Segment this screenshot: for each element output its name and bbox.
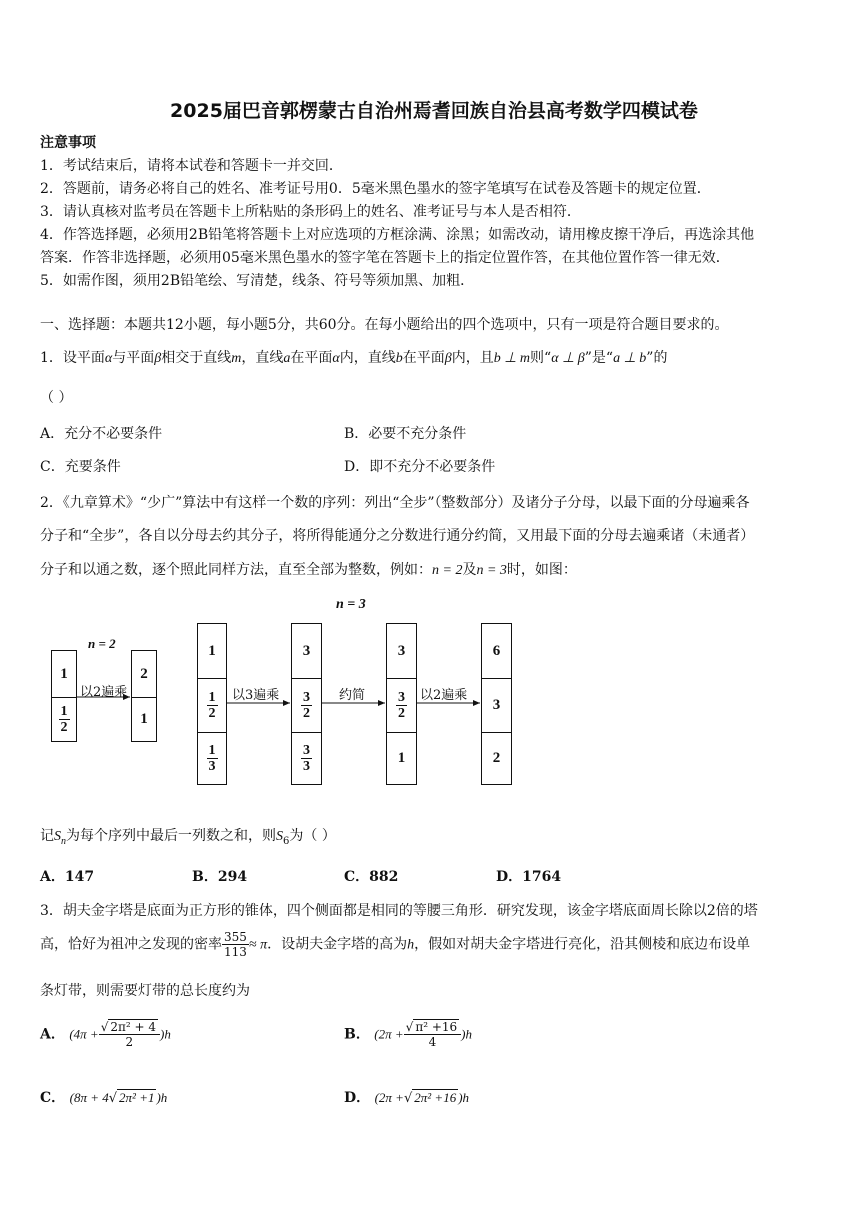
option-a[interactable]: A．147: [40, 869, 95, 885]
question-3-line: 3．胡夫金字塔是底面为正方形的锥体，四个侧面都是相同的等腰三角形．研究发现，该金字塔底面周长除以2倍的塔: [40, 903, 758, 919]
fraction: $\frac{\text{√ π² +16}}{4}$: [404, 1020, 462, 1049]
notice-item: 1．考试结束后，请将本试卷和答题卡一并交回．: [40, 158, 343, 174]
label-multiply: 以3遍乘: [232, 688, 280, 703]
notice-item: 4．作答选择题，必须用2B铅笔将答题卡上对应选项的方框涂满、涂黑；如需改动，请用橡皮擦干净后，再选涂其他: [40, 227, 755, 243]
page-title: 2025届巴音郭楞蒙古自治州焉耆回族自治县高考数学四模试卷: [170, 100, 698, 122]
option-d[interactable]: D．即不充分不必要条件: [344, 459, 496, 475]
label-multiply: 以2遍乘: [420, 688, 468, 703]
label-multiply: 以2遍乘: [80, 685, 128, 700]
column-box: 1 1 2 1 3: [197, 623, 227, 785]
question-2-ask: 记$S_n$为每个序列中最后一列数之和，则$S_6$为（ ）: [40, 828, 336, 847]
answer-paren: （ ）: [40, 390, 73, 406]
option-d[interactable]: D． (2π +√ 2π² +16 )h: [344, 1090, 470, 1106]
notice-heading: 注意事项: [40, 135, 96, 151]
question-3-line: 高，恰好为祖冲之发现的密率 $\frac{355}{113}$ ≈ π．设胡夫金字塔的高为h，假如对胡夫金字塔进行亮化，沿其侧棱和底边布设单: [40, 930, 751, 959]
option-c[interactable]: C．882: [344, 869, 399, 885]
option-b[interactable]: B．294: [192, 869, 248, 885]
question-2-line: 分子和以通之数，逐个照此同样方法，直至全部为整数，例如：n = 2及n = 3时，如图：: [40, 562, 577, 578]
label-n3: n = 3: [336, 597, 366, 612]
column-box: 6 3 2: [481, 623, 512, 785]
option-c[interactable]: C．充要条件: [40, 459, 121, 475]
notice-item: 2．答题前，请务必将自己的姓名、准考证号用0．5毫米黑色墨水的签字笔填写在试卷及答题卡的规定位置．: [40, 181, 711, 197]
label-n2: n = 2: [88, 636, 116, 651]
fraction: $\frac{355}{113}$: [224, 930, 247, 959]
notice-item: 答案．作答非选择题，必须用05毫米黑色墨水的签字笔在答题卡上的指定位置作答，在其他位置作答一律无效．: [40, 250, 730, 266]
option-a[interactable]: A．充分不必要条件: [40, 426, 163, 442]
option-c[interactable]: C． (8π + 4√ 2π² +1 )h: [40, 1090, 168, 1106]
label-reduce: 约简: [339, 688, 366, 703]
option-a[interactable]: A． (4π + $\frac{\text{√ 2π² + 4}}{2}$ )h: [40, 1020, 171, 1049]
question-1-stem: 1．设平面α与平面β相交于直线m，直线a在平面α内，直线b在平面β内，且b ⊥ m则“α ⊥ β”是“a ⊥ b”的: [40, 350, 668, 366]
notice-item: 5．如需作图，须用2B铅笔绘、写清楚，线条、符号等须加黑、加粗．: [40, 273, 475, 289]
column-box: 3 3 2 3 3: [291, 623, 322, 785]
column-box: 3 3 2 1: [386, 623, 417, 785]
section-heading: 一、选择题：本题共12小题，每小题5分，共60分。在每小题给出的四个选项中，只有一项是符合题目要求的。: [40, 317, 729, 333]
column-box: 1 1 2: [51, 650, 77, 742]
column-box: 2 1: [131, 650, 157, 742]
question-2-line: 分子和“全步”，各自以分母去约其分子，将所得能通分之分数进行通分约简，又用最下面的分母去遍乘诸（未通者）: [40, 528, 755, 544]
option-d[interactable]: D．1764: [496, 869, 562, 885]
fraction: $\frac{\text{√ 2π² + 4}}{2}$: [99, 1020, 160, 1049]
question-3-line: 条灯带，则需要灯带的总长度约为: [40, 983, 250, 999]
option-b[interactable]: B．必要不充分条件: [344, 426, 467, 442]
option-b[interactable]: B． (2π + $\frac{\text{√ π² +16}}{4}$ )h: [344, 1020, 473, 1049]
question-2-line: 2．《九章算术》“少广”算法中有这样一个数的序列：列出“全步”（整数部分）及诸分子分母，以最下面的分母遍乘各: [40, 495, 750, 511]
notice-item: 3．请认真核对监考员在答题卡上所粘贴的条形码上的姓名、准考证号与本人是否相符．: [40, 204, 581, 220]
